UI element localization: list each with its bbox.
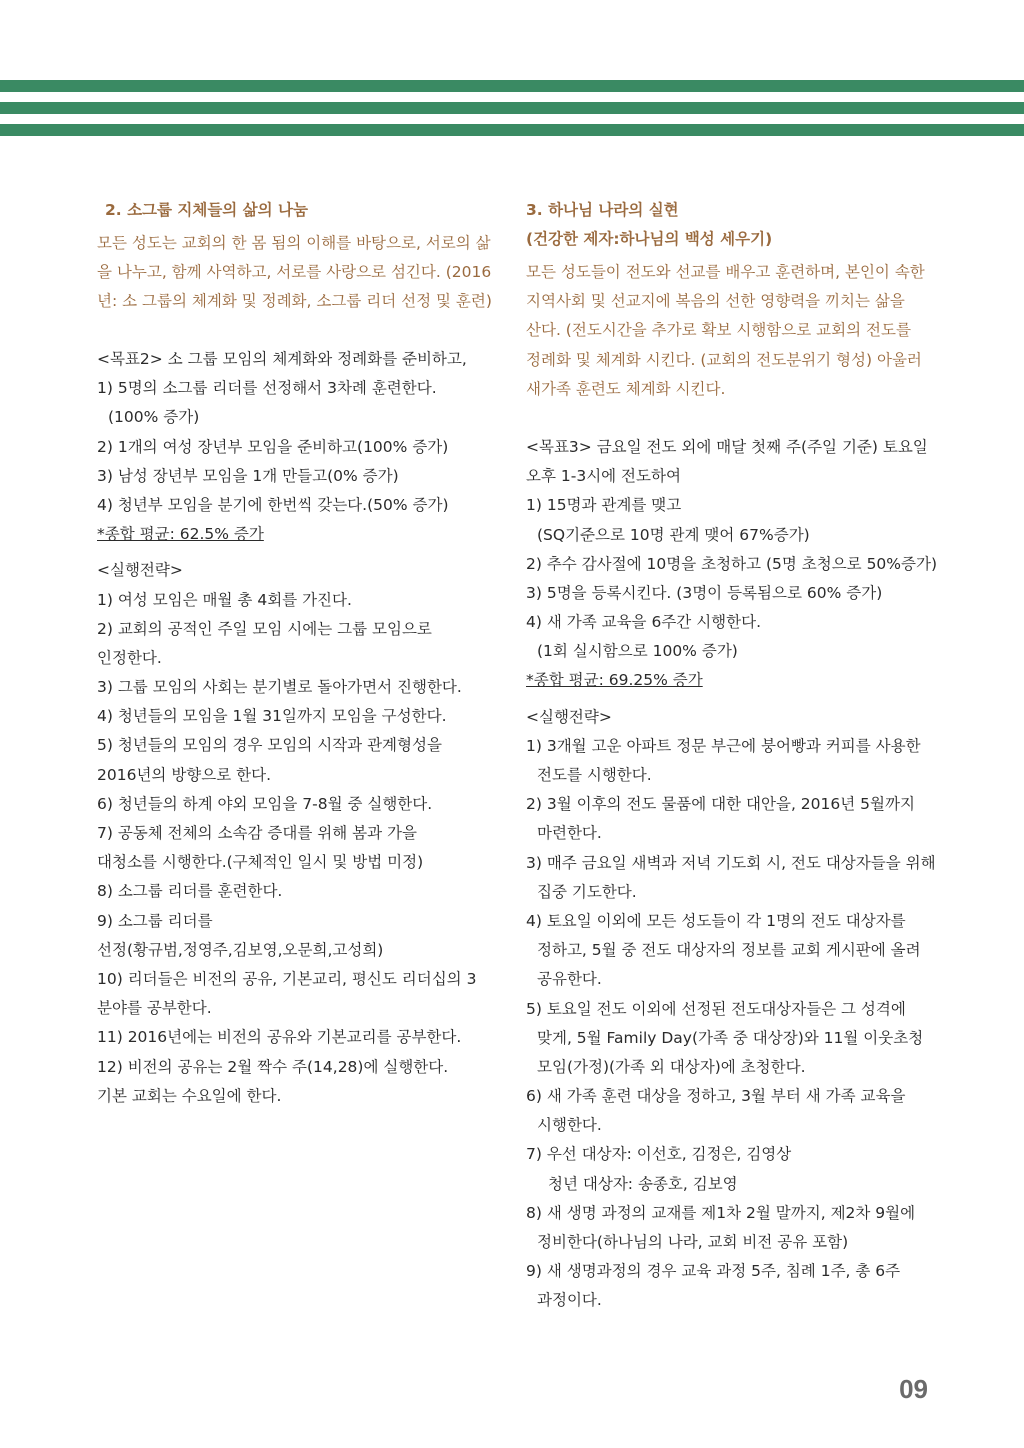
intro-3-line: 지역사회 및 선교지에 복음의 선한 영향력을 끼치는 삶을 — [526, 292, 905, 311]
strategy-3-line: 모임(가정)(가족 외 대상자)에 초청한다. — [537, 1057, 806, 1076]
strategy-2-line: 분야를 공부한다. — [97, 999, 212, 1018]
goal-3-line: <목표3> 금요일 전도 외에 매달 첫째 주(주일 기준) 토요일 — [526, 437, 928, 456]
strategy-3-list — [526, 703, 966, 1316]
strategy-3-title: <실행전략> — [526, 707, 612, 726]
strategy-2-line: 1) 여성 모임은 매월 총 4회를 가진다. — [97, 590, 352, 609]
goal-2-line: (100% 증가) — [108, 408, 200, 427]
goal-2-list — [97, 345, 505, 549]
strategy-3-line: 정비한다(하나님의 나라, 교회 비전 공유 포함) — [537, 1233, 849, 1251]
strategy-3-line: 전도를 시행한다. — [537, 766, 652, 784]
strategy-2-line: 2016년의 방향으로 한다. — [97, 765, 272, 784]
goal-3-line: 오후 1-3시에 전도하여 — [526, 467, 681, 486]
strategy-3-line: 3) 매주 금요일 새벽과 저녁 기도회 시, 전도 대상자들을 위해 — [526, 853, 936, 872]
strategy-2-line: 2) 교회의 공적인 주일 모임 시에는 그룹 모임으로 — [97, 619, 432, 638]
strategy-2-line: 대청소를 시행한다.(구체적인 일시 및 방법 미정) — [97, 853, 424, 872]
goal-3-average: *종합 평균: 69.25% 증가 — [526, 671, 703, 690]
header-stripe-2 — [0, 102, 1024, 114]
goal-3-line: 1) 15명과 관계를 맺고 — [526, 496, 682, 515]
goal-2-line: 3) 남성 장년부 모임을 1개 만들고(0% 증가) — [97, 466, 399, 485]
strategy-2-line: 9) 소그룹 리더를 — [97, 911, 213, 930]
goal-3-line: (SQ기준으로 10명 관계 맺어 67%증가) — [537, 525, 810, 544]
section-heading-3: 3. 하나님 나라의 실현 — [526, 201, 679, 219]
section-subheading-3: (건강한 제자:하나님의 백성 세우기) — [526, 230, 773, 248]
goal-2-line: 4) 청년부 모임을 분기에 한번씩 갖는다.(50% 증가) — [97, 495, 449, 514]
strategy-3-line: 청년 대상자: 송종호, 김보영 — [548, 1174, 738, 1193]
goal-2-average: *종합 평균: 62.5% 증가 — [97, 525, 264, 544]
section-heading-2: 2. 소그룹 지체들의 삶의 나눔 — [105, 201, 308, 219]
strategy-3-line: 공유한다. — [537, 970, 602, 989]
strategy-2-line: 11) 2016년에는 비전의 공유와 기본교리를 공부한다. — [97, 1028, 462, 1047]
goal-3-line: 2) 추수 감사절에 10명을 초청하고 (5명 초청으로 50%증가) — [526, 554, 938, 573]
strategy-2-line: 6) 청년들의 하계 야외 모임을 7-8월 중 실행한다. — [97, 794, 433, 813]
strategy-2-line: 7) 공동체 전체의 소속감 증대를 위해 봄과 가을 — [97, 824, 417, 842]
strategy-3-line: 2) 3월 이후의 전도 물품에 대한 대안을, 2016년 5월까지 — [526, 795, 915, 814]
strategy-3-line: 8) 새 생명 과정의 교재를 제1차 2월 말까지, 제2차 9월에 — [526, 1203, 916, 1222]
strategy-3-line: 1) 3개월 고운 아파트 정문 부근에 붕어빵과 커피를 사용한 — [526, 736, 921, 755]
strategy-2-title: <실행전략> — [97, 561, 183, 580]
strategy-2-line: 12) 비전의 공유는 2월 짝수 주(14,28)에 실행한다. — [97, 1057, 449, 1076]
strategy-2-line: 기본 교회는 수요일에 한다. — [97, 1086, 282, 1105]
goal-3-list — [526, 433, 966, 696]
strategy-2-list — [97, 556, 505, 1111]
strategy-3-line: 정하고, 5월 중 전도 대상자의 정보를 교회 게시판에 올려 — [537, 941, 921, 960]
strategy-3-line: 시행한다. — [537, 1116, 602, 1135]
strategy-2-line: 8) 소그룹 리더를 훈련한다. — [97, 882, 283, 901]
page-number: 09 — [899, 1374, 928, 1404]
strategy-3-line: 마련한다. — [537, 824, 602, 843]
goal-2-line: 2) 1개의 여성 장년부 모임을 준비하고(100% 증가) — [97, 437, 449, 456]
intro-3-line: 모든 성도들이 전도와 선교를 배우고 훈련하며, 본인이 속한 — [526, 263, 925, 281]
strategy-3-line: 집중 기도한다. — [537, 882, 637, 901]
goal-3-line: (1회 실시함으로 100% 증가) — [537, 642, 738, 661]
strategy-3-line: 5) 토요일 전도 이외에 선정된 전도대상자들은 그 성격에 — [526, 999, 906, 1018]
strategy-3-line: 6) 새 가족 훈련 대상을 정하고, 3월 부터 새 가족 교육을 — [526, 1087, 906, 1106]
strategy-2-line: 10) 리더들은 비전의 공유, 기본교리, 평신도 리더십의 3 — [97, 969, 477, 988]
goal-3-line: 4) 새 가족 교육을 6주간 시행한다. — [526, 613, 762, 632]
strategy-3-line: 맞게, 5월 Family Day(가족 중 대상장)와 11월 이웃초청 — [537, 1028, 924, 1047]
strategy-3-line: 4) 토요일 이외에 모든 성도들이 각 1명의 전도 대상자를 — [526, 911, 906, 930]
right-column — [526, 196, 966, 1316]
strategy-2-line: 4) 청년들의 모임을 1월 31일까지 모임을 구성한다. — [97, 707, 447, 726]
intro-3-line: 산다. (전도시간을 추가로 확보 시행함으로 교회의 전도를 — [526, 321, 911, 340]
intro-3-line: 정례화 및 체계화 시킨다. (교회의 전도분위기 형성) 아울러 — [526, 350, 922, 369]
strategy-2-line: 5) 청년들의 모임의 경우 모임의 시작과 관계형성을 — [97, 736, 442, 755]
left-column — [97, 196, 505, 1111]
section-intro-3 — [526, 258, 966, 404]
header-stripe-3 — [0, 124, 1024, 136]
strategy-3-line: 7) 우선 대상자: 이선호, 김정은, 김영상 — [526, 1145, 792, 1164]
strategy-2-line: 선정(황규범,정영주,김보영,오문희,고성희) — [97, 940, 384, 959]
section-intro-2: 모든 성도는 교회의 한 몸 됨의 이해를 바탕으로, 서로의 삶을 나누고, 함께 사역하고, 서로를 사랑으로 섬긴다. (2016년: 소 그룹의 체계화 및 정례화, 소그룹 리더 선정 및 훈련) — [97, 234, 492, 310]
goal-2-line: 1) 5명의 소그룹 리더를 선정해서 3차례 훈련한다. — [97, 379, 437, 398]
strategy-3-line: 9) 새 생명과정의 경우 교육 과정 5주, 침례 1주, 총 6주 — [526, 1262, 901, 1281]
strategy-2-line: 3) 그룹 모임의 사회는 분기별로 돌아가면서 진행한다. — [97, 678, 462, 697]
goal-3-line: 3) 5명을 등록시킨다. (3명이 등록됨으로 60% 증가) — [526, 583, 883, 602]
header-stripe-1 — [0, 80, 1024, 92]
strategy-2-line: 인정한다. — [97, 648, 162, 667]
goal-2-line: <목표2> 소 그룹 모임의 체계화와 정례화를 준비하고, — [97, 350, 467, 368]
strategy-3-line: 과정이다. — [537, 1291, 602, 1310]
intro-3-line: 새가족 훈련도 체계화 시킨다. — [526, 379, 726, 398]
